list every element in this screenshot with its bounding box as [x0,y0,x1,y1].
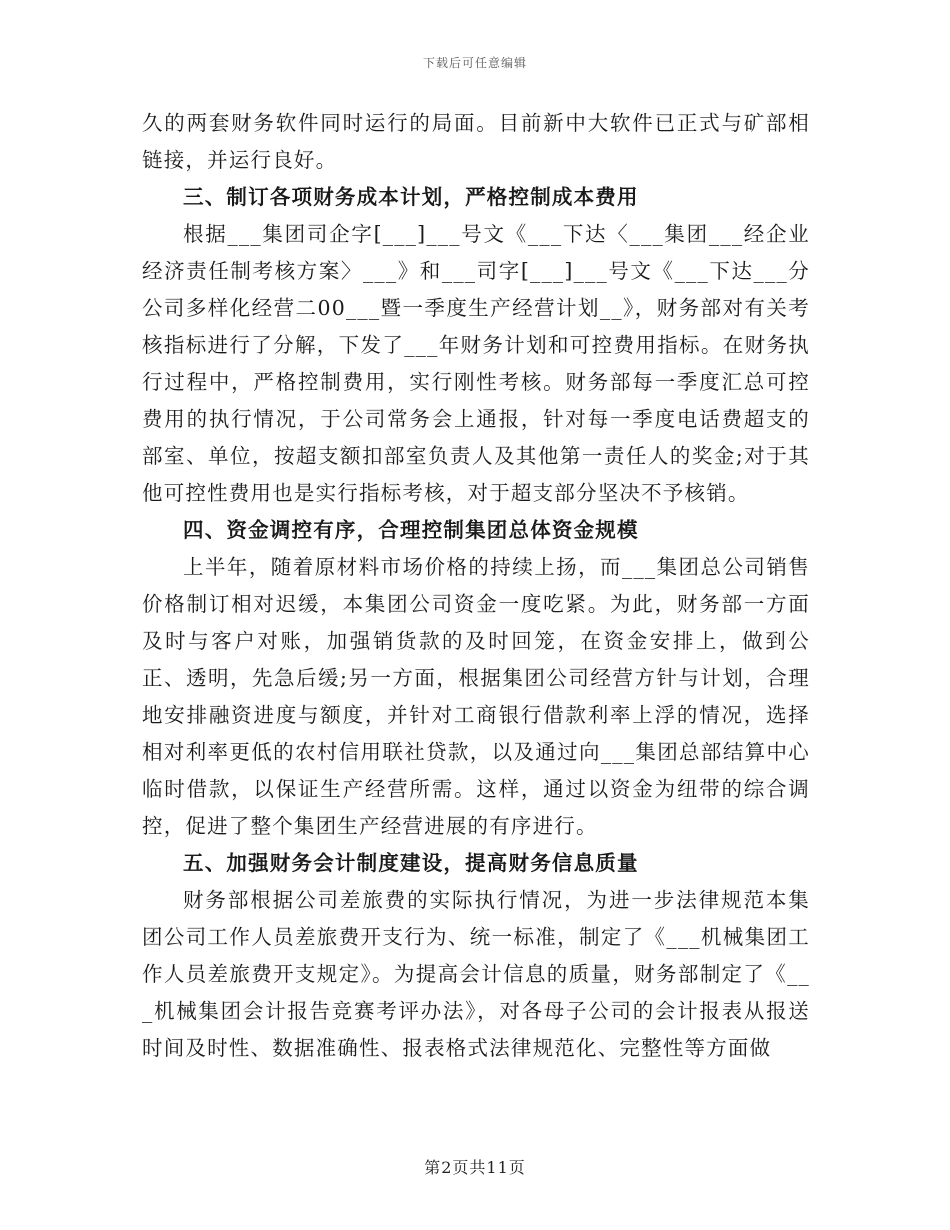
page-header-note: 下载后可任意编辑 [422,56,527,70]
paragraph-section-3: 根据___集团司企字[___]___号文《___下达〈___集团___经企业经济责任制考核方案〉___》和___司字[___]___号文《___下达___分公司多样化经营二00___暨一季度生产经营计划__》，财务部对有关考核指标进行了分解，下发了___年财务计划和可控费用指标。在财务执行过程中，严格控制费用，实行刚性考核。财务部每一季度汇总可控费用的执行情况，于公司常务会上通报，针对每一季度电话费超支的部室、单位，按超支额扣部室负责人及其他第一责任人的奖金;对于其他可控性费用也是实行指标考核，对于超支部分坚决不予核销。 [142,222,810,505]
paragraph-section-4: 上半年，随着原材料市场价格的持续上扬，而___集团总公司销售价格制订相对迟缓，本集团公司资金一度吃紧。为此，财务部一方面及时与客户对账，加强销货款的及时回笼，在资金安排上，做到公正、透明，先急后缓;另一方面，根据集团公司经营方针与计划，合理地安排融资进度与额度，并针对工商银行借款利率上浮的情况，选择相对利率更低的农村信用联社贷款，以及通过向___集团总部结算中心临时借款，以保证生产经营所需。这样，通过以资金为纽带的综合调控，促进了整个集团生产经营进展的有序进行。 [142,555,810,838]
paragraph-continuation: 久的两套财务软件同时运行的局面。目前新中大软件已正式与矿部相链接，并运行良好。 [142,111,810,172]
document-body [142,105,810,1067]
page-footer-number: 第2页共11页 [424,1158,526,1177]
section-heading-4: 四、资金调控有序，合理控制集团总体资金规模 [183,518,639,542]
section-heading-3: 三、制订各项财务成本计划，严格控制成本费用 [183,185,639,209]
paragraph-section-5: 财务部根据公司差旅费的实际执行情况，为进一步法律规范本集团公司工作人员差旅费开支行为、统一标准，制定了《___机械集团工作人员差旅费开支规定》。为提高会计信息的质量，财务部制定了《___机械集团会计报告竞赛考评办法》，对各母子公司的会计报表从报送时间及时性、数据准确性、报表格式法律规范化、完整性等方面做 [142,888,810,1060]
section-heading-5: 五、加强财务会计制度建设，提高财务信息质量 [183,851,639,875]
